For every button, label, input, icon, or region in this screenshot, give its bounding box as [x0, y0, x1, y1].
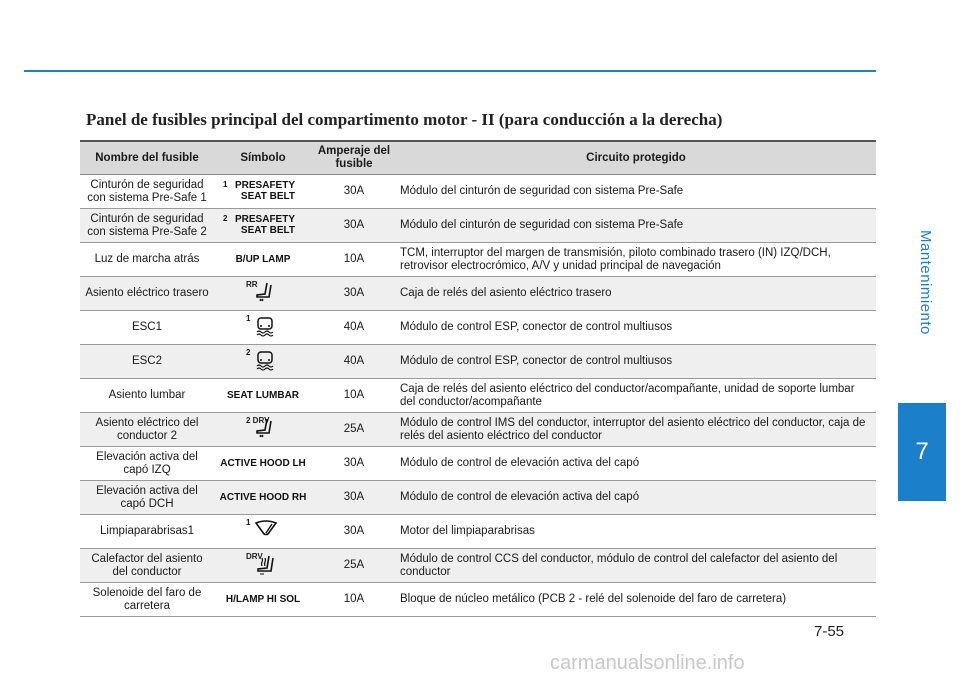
power-seat-icon — [246, 280, 280, 304]
table-row — [80, 413, 876, 447]
header-name: Nombre del fusible — [80, 141, 214, 175]
fuse-name: Asiento eléctrico del conductor 2 — [80, 413, 214, 447]
esc-icon — [246, 314, 280, 338]
table-row — [80, 583, 876, 617]
symbol-superscript: 1 — [223, 180, 228, 189]
top-rule — [24, 70, 876, 72]
table-row — [80, 379, 876, 413]
fuse-name: Luz de marcha atrás — [80, 243, 214, 277]
table-row — [80, 549, 876, 583]
fuse-symbol — [214, 549, 312, 583]
protected-circuit: Módulo de control ESP, conector de control multiusos — [396, 311, 876, 345]
fuse-table — [80, 140, 876, 617]
fuse-symbol — [214, 413, 312, 447]
fuse-name: Asiento lumbar — [80, 379, 214, 413]
fuse-name: Cinturón de seguridad con sistema Pre-Safe 1 — [80, 175, 214, 209]
fuse-symbol — [214, 379, 312, 413]
symbol-text: H/LAMP HI SOL — [225, 594, 301, 605]
table-row — [80, 447, 876, 481]
fuse-amperage: 25A — [312, 413, 396, 447]
power-seat-icon — [246, 416, 280, 440]
chapter-number: 7 — [898, 403, 946, 501]
symbol-text: PRESAFETY SEAT BELT — [234, 214, 295, 236]
protected-circuit: TCM, interruptor del margen de transmisión, piloto combinado trasero (IN) IZQ/DCH, retrovisor electrocrómico, A/V y unidad principal de navegación — [396, 243, 876, 277]
fuse-amperage: 30A — [312, 209, 396, 243]
symbol-text: ACTIVE HOOD RH — [219, 492, 307, 503]
symbol-superscript: RR — [246, 279, 258, 289]
fuse-name: Elevación activa del capó DCH — [80, 481, 214, 515]
symbol-text: ACTIVE HOOD LH — [220, 458, 306, 469]
fuse-amperage: 10A — [312, 583, 396, 617]
table-row — [80, 277, 876, 311]
fuse-amperage: 30A — [312, 277, 396, 311]
symbol-superscript: 2 DRV — [246, 415, 270, 425]
fuse-name: Elevación activa del capó IZQ — [80, 447, 214, 481]
table-row — [80, 311, 876, 345]
symbol-text: PRESAFETY SEAT BELT — [234, 180, 295, 202]
symbol-label — [223, 180, 295, 202]
fuse-amperage: 30A — [312, 481, 396, 515]
table-row — [80, 481, 876, 515]
symbol-label — [226, 594, 300, 605]
symbol-superscript: 2 — [246, 347, 251, 357]
fuse-symbol — [214, 447, 312, 481]
fuse-name: Cinturón de seguridad con sistema Pre-Safe 2 — [80, 209, 214, 243]
fuse-symbol — [214, 209, 312, 243]
table-row — [80, 345, 876, 379]
fuse-table-body — [80, 175, 876, 617]
symbol-superscript: 1 — [246, 517, 251, 527]
fuse-amperage: 30A — [312, 175, 396, 209]
fuse-amperage: 10A — [312, 379, 396, 413]
symbol-text: SEAT LUMBAR — [226, 390, 300, 401]
watermark: carmanualsonline.info — [550, 652, 745, 674]
fuse-amperage: 30A — [312, 515, 396, 549]
table-row — [80, 175, 876, 209]
protected-circuit: Módulo del cinturón de seguridad con sistema Pre-Safe — [396, 175, 876, 209]
fuse-name: ESC2 — [80, 345, 214, 379]
fuse-amperage: 40A — [312, 345, 396, 379]
header-symbol: Símbolo — [214, 141, 312, 175]
fuse-amperage: 30A — [312, 447, 396, 481]
seat-heater-icon — [246, 552, 280, 576]
table-header-row — [80, 141, 876, 175]
symbol-label — [220, 458, 306, 469]
protected-circuit: Módulo de control CCS del conductor, módulo de control del calefactor del asiento del conductor — [396, 549, 876, 583]
symbol-label — [236, 254, 291, 265]
fuse-amperage: 40A — [312, 311, 396, 345]
protected-circuit: Caja de relés del asiento eléctrico trasero — [396, 277, 876, 311]
protected-circuit: Bloque de núcleo metálico (PCB 2 - relé del solenoide del faro de carretera) — [396, 583, 876, 617]
fuse-symbol — [214, 345, 312, 379]
fuse-symbol — [214, 311, 312, 345]
protected-circuit: Motor del limpiaparabrisas — [396, 515, 876, 549]
protected-circuit: Módulo del cinturón de seguridad con sistema Pre-Safe — [396, 209, 876, 243]
esc-icon — [246, 348, 280, 372]
fuse-amperage: 10A — [312, 243, 396, 277]
wiper-icon — [246, 518, 280, 542]
fuse-symbol — [214, 277, 312, 311]
header-circuit: Circuito protegido — [396, 141, 876, 175]
symbol-label — [227, 390, 299, 401]
fuse-name: Limpiaparabrisas1 — [80, 515, 214, 549]
protected-circuit: Caja de relés del asiento eléctrico del conductor/acompañante, unidad de soporte lumbar del conductor/acompañante — [396, 379, 876, 413]
symbol-superscript: DRV — [246, 551, 263, 561]
protected-circuit: Módulo de control de elevación activa del capó — [396, 481, 876, 515]
symbol-superscript: 1 — [246, 313, 251, 323]
fuse-symbol — [214, 583, 312, 617]
symbol-superscript: 2 — [223, 214, 228, 223]
protected-circuit: Módulo de control de elevación activa del capó — [396, 447, 876, 481]
symbol-text: B/UP LAMP — [235, 254, 291, 265]
fuse-symbol — [214, 175, 312, 209]
fuse-symbol — [214, 481, 312, 515]
fuse-name: ESC1 — [80, 311, 214, 345]
page-number: 7-55 — [814, 623, 845, 640]
chapter-label: Mantenimiento — [917, 230, 934, 335]
table-row — [80, 243, 876, 277]
symbol-label — [220, 492, 307, 503]
fuse-name: Solenoide del faro de carretera — [80, 583, 214, 617]
fuse-name: Calefactor del asiento del conductor — [80, 549, 214, 583]
table-row — [80, 209, 876, 243]
symbol-label — [223, 214, 295, 236]
protected-circuit: Módulo de control ESP, conector de control multiusos — [396, 345, 876, 379]
fuse-symbol — [214, 243, 312, 277]
protected-circuit: Módulo de control IMS del conductor, interruptor del asiento eléctrico del conductor, caja de relés del asiento eléctrico del conductor — [396, 413, 876, 447]
header-amperage: Amperaje del fusible — [312, 141, 396, 175]
fuse-name: Asiento eléctrico trasero — [80, 277, 214, 311]
fuse-symbol — [214, 515, 312, 549]
section-title: Panel de fusibles principal del compartimento motor - II (para conducción a la derecha) — [86, 110, 723, 129]
table-row — [80, 515, 876, 549]
fuse-amperage: 25A — [312, 549, 396, 583]
